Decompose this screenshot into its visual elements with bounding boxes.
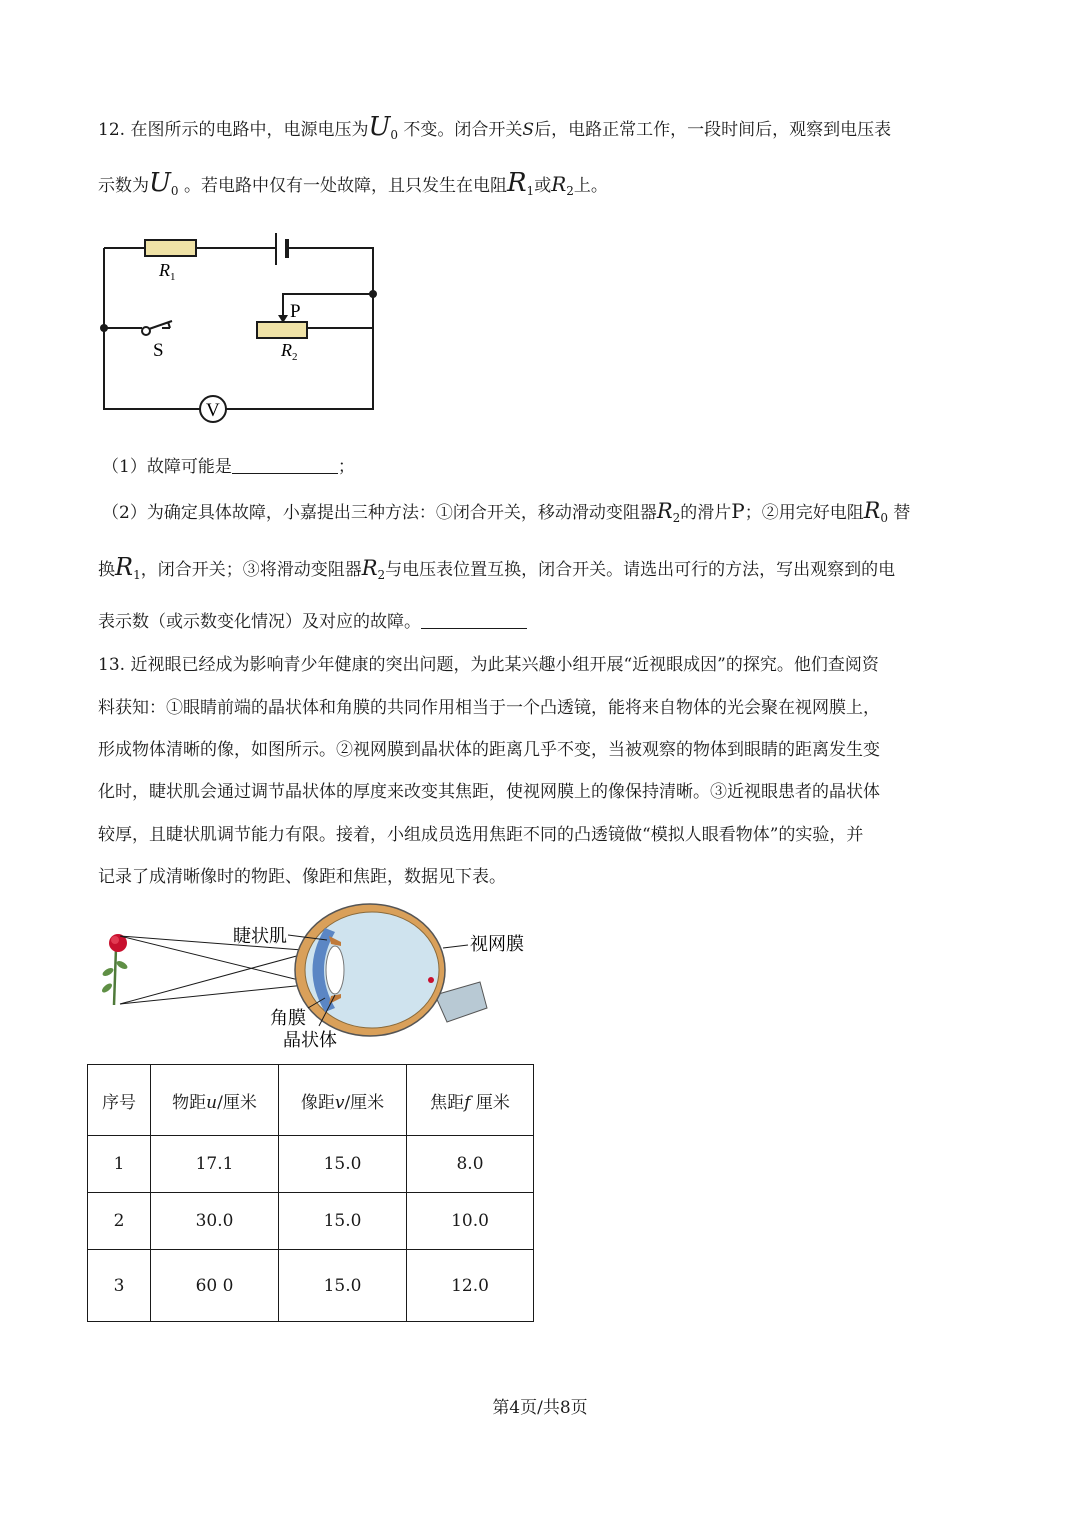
cell: 15.0	[279, 1136, 407, 1193]
cell: 17.1	[151, 1136, 279, 1193]
q13-line-2: 料获知：①眼睛前端的晶状体和角膜的共同作用相当于一个凸透镜，能将来自物体的光会聚在视网膜上，	[98, 698, 880, 718]
junction-left	[100, 324, 108, 332]
eye-diagram	[95, 900, 535, 1055]
q12-part1: （1）故障可能是 ；	[102, 457, 355, 477]
q12-part2-line-2: 换$R_1$，闭合开关；③将滑动变阻器$R_2$与电压表位置互换，闭合开关。请选出可行的方法，写出观察到的电	[98, 553, 896, 582]
rose-icon	[100, 934, 128, 1005]
label-cornea: 角膜	[270, 1008, 306, 1028]
cell: 60 0	[151, 1250, 279, 1322]
p-label: P	[290, 301, 301, 322]
q12-part2-line-1: （2）为确定具体故障，小嘉提出三种方法：①闭合开关，移动滑动变阻器$R_2$的滑片P；②用完好电阻$R_0$ 替	[102, 499, 911, 525]
q13-line-5: 较厚，且睫状肌调节能力有限。接着，小组成员选用焦距不同的凸透镜做“模拟人眼看物体”的实验，并	[98, 825, 864, 845]
cell: 2	[88, 1193, 151, 1250]
q12-line-2: 示数为$U_0$ 。若电路中仅有一处故障，且只发生在电阻$R_1$或$R_2$上。	[98, 168, 608, 198]
cell: 1	[88, 1136, 151, 1193]
crystalline-lens	[326, 946, 344, 994]
q12-part2-line-3: 表示数（或示数变化情况）及对应的故障。	[98, 607, 527, 632]
label-lens: 晶状体	[283, 1030, 337, 1050]
answer-blank-1[interactable]	[232, 459, 338, 474]
cell: 10.0	[407, 1193, 534, 1250]
cell: 8.0	[407, 1136, 534, 1193]
header-index: 序号	[88, 1065, 151, 1136]
q13-line-3: 形成物体清晰的像，如图所示。②视网膜到晶状体的距离几乎不变，当被观察的物体到眼睛的距离发生变	[98, 740, 880, 760]
q12-line-1: 12. 在图所示的电路中，电源电压为$U_0$ 不变。闭合开关S后，电路正常工作，一段时间后，观察到电压表	[98, 112, 892, 142]
table-row	[88, 1193, 534, 1250]
s-label: S	[153, 340, 164, 361]
r1-label: $R_1$	[159, 260, 176, 283]
circuit-diagram	[90, 225, 390, 430]
header-object-distance: 物距u/厘米	[151, 1065, 279, 1136]
answer-blank-2[interactable]	[421, 614, 527, 629]
cell: 12.0	[407, 1250, 534, 1322]
q13-line-4: 化时，睫状肌会通过调节晶状体的厚度来改变其焦距，使视网膜上的像保持清晰。③近视眼患者的晶状体	[98, 782, 880, 802]
switch-contact	[142, 327, 150, 335]
page-footer: 第4页/共8页	[492, 1398, 588, 1418]
voltmeter-label: V	[206, 400, 220, 421]
resistor-r2	[257, 322, 307, 338]
table-row	[88, 1136, 534, 1193]
retina-image	[428, 977, 434, 983]
label-retina: 视网膜	[470, 934, 524, 954]
junction-right	[369, 290, 377, 298]
cell: 15.0	[279, 1250, 407, 1322]
table-header-row	[88, 1065, 534, 1136]
q13-line-6: 记录了成清晰像时的物距、像距和焦距，数据见下表。	[98, 867, 506, 887]
header-image-distance: 像距v/厘米	[279, 1065, 407, 1136]
cell: 3	[88, 1250, 151, 1322]
header-focal-length: 焦距f 厘米	[407, 1065, 534, 1136]
table-row	[88, 1250, 534, 1322]
cell: 30.0	[151, 1193, 279, 1250]
resistor-r1	[145, 240, 196, 256]
data-table	[87, 1064, 534, 1322]
label-ciliary: 睫状肌	[233, 926, 287, 946]
cell: 15.0	[279, 1193, 407, 1250]
r2-label: $R_2$	[281, 340, 298, 363]
q13-line-1: 13. 近视眼已经成为影响青少年健康的突出问题，为此某兴趣小组开展“近视眼成因”的探究。他们查阅资	[98, 655, 879, 675]
